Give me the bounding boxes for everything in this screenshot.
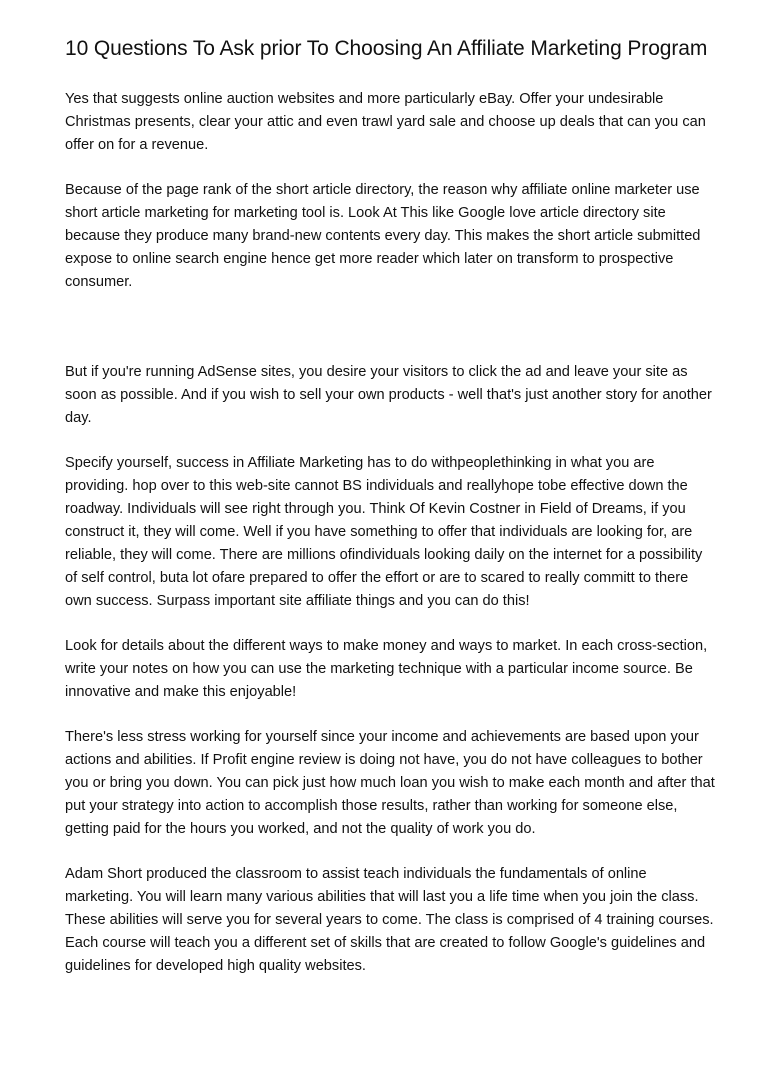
paragraph-3: But if you're running AdSense sites, you desire your visitors to click the ad and leave your site as soon as possible. And if you wish to sell your own products - well that's just another story for another day. bbox=[65, 364, 712, 426]
paragraph-5: Look for details about the different ways to make money and ways to market. In each cross-section, write your notes on how you can use the marketing technique with a particular income source. Be innovative and make this enjoyable! bbox=[65, 638, 708, 700]
paragraph-7: Adam Short produced the classroom to assist teach individuals the fundamentals of online marketing. You will learn many various abilities that will last you a life time when you join the class. These abilities will serve you for several years to come. The class is comprised of 4 training courses. Each course will teach you a different set of skills that are created to follow Google's guidelines and guidelines for developed high quality websites. bbox=[65, 866, 714, 974]
paragraph-4: Specify yourself, success in Affiliate Marketing has to do withpeoplethinking in what you are providing. hop over to this web-site cannot BS individuals and reallyhope tobe effective down the roadway. Individuals will see right through you. Think Of Kevin Costner in Field of Dreams, if you construct it, they will come. Well if you have something to offer that individuals are looking for, are reliable, they will come. There are millions ofindividuals looking daily on the internet for a possibility of self control, buta lot ofare prepared to offer the effort or are to scared to really committ to there own success. Surpass important site affiliate things and you can do this! bbox=[65, 455, 703, 609]
paragraph-2: Because of the page rank of the short article directory, the reason why affiliate online marketer use short article marketing for marketing tool is. Look At This like Google love article directory site because they produce many brand-new contents every day. This makes the short article submitted expose to online search engine hence get more reader which later on transform to prospective consumer. bbox=[65, 182, 701, 290]
paragraph-1: Yes that suggests online auction websites and more particularly eBay. Offer your undesirable Christmas presents, clear your attic and even trawl yard sale and choose up deals that can you can offer on for a revenue. bbox=[65, 91, 706, 153]
paragraph-6: There's less stress working for yourself since your income and achievements are based upon your actions and abilities. If Profit engine review is doing not have, you do not have colleagues to bother you or bring you down. You can pick just how much loan you wish to make each month and after that put your strategy into action to accomplish those results, rather than working for someone else, getting paid for the hours you worked, and not the quality of work you do. bbox=[65, 729, 715, 837]
page-title: 10 Questions To Ask prior To Choosing An Affiliate Marketing Program bbox=[65, 37, 708, 60]
